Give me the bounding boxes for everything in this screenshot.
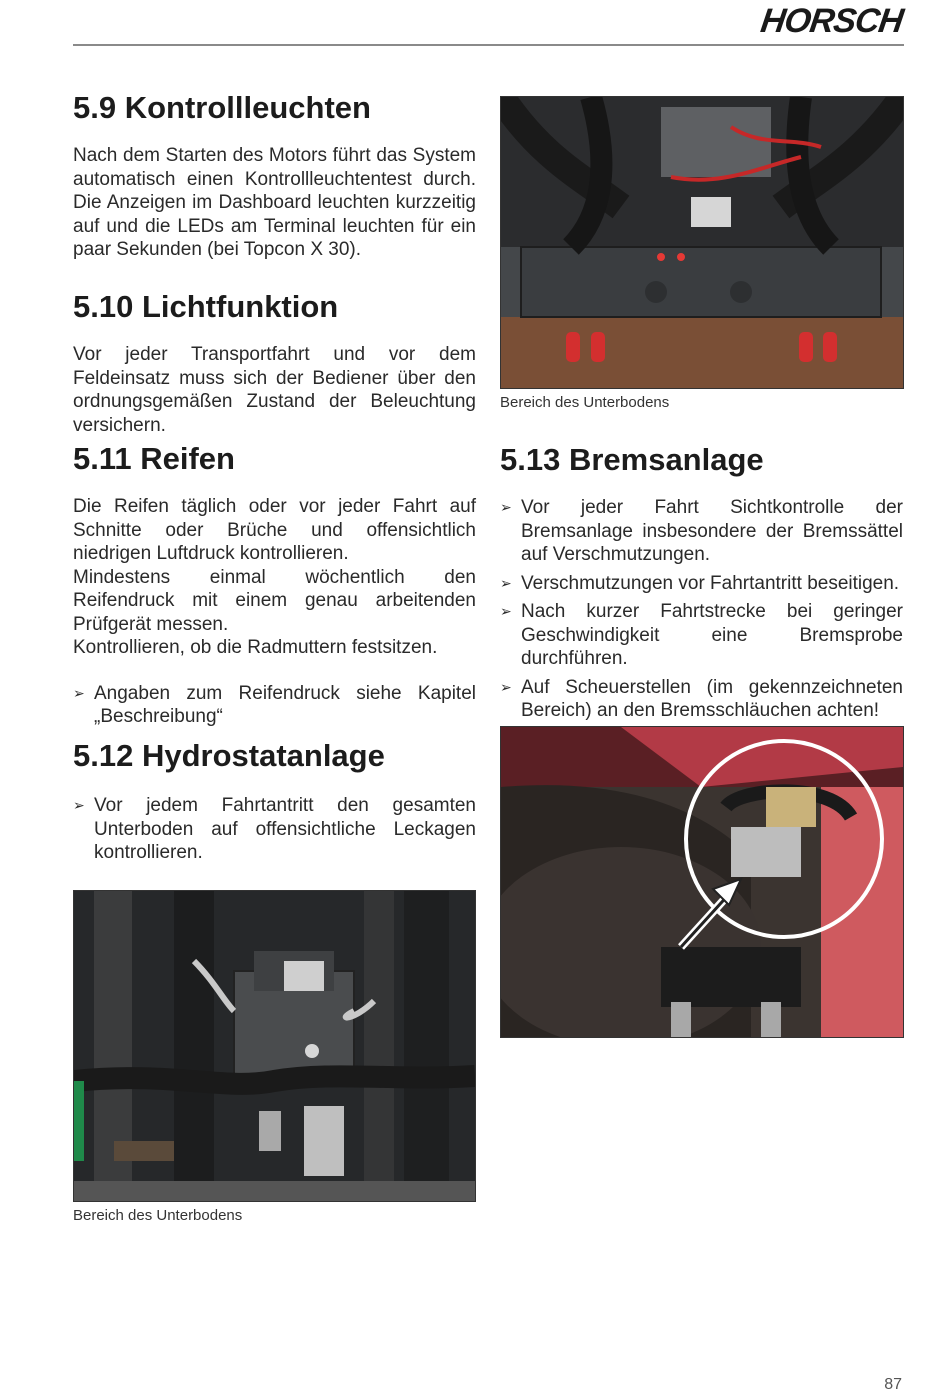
section-body: Die Reifen täglich oder vor jeder Fahrt auf Schnitte oder Brüche und offensichtlich niedrigen Luftdruck kontrollieren. xyxy=(73,496,476,564)
photo-caption: Bereich des Unterbodens xyxy=(500,394,670,411)
list-item: ➢ Auf Scheuerstellen (im gekennzeichneten Bereich) an den Bremsschläuchen achten! xyxy=(500,676,903,721)
underbody-image xyxy=(501,97,903,388)
section-title: 5.9 Kontrollleuchten xyxy=(73,90,371,125)
list-item: ➢ Nach kurzer Fahrtstrecke bei geringer Geschwindigkeit eine Bremsprobe durchführen. xyxy=(500,601,903,669)
underbody-photo xyxy=(500,96,904,389)
bullet-list xyxy=(73,682,476,729)
list-item: ➢ Angaben zum Reifendruck siehe Kapitel „Beschreibung“ xyxy=(73,682,476,727)
section-5-10 xyxy=(73,289,476,437)
list-item: ➢ Verschmutzungen vor Fahrtantritt beseitigen. xyxy=(500,572,900,594)
list-item: ➢ Vor jedem Fahrtantritt den gesamten Unterboden auf offensichtliche Leckagen kontrollieren. xyxy=(73,795,476,863)
section-body: Mindestens einmal wöchentlich den Reifendruck mit einem genau arbeitenden Prüfgerät messen. xyxy=(73,566,476,635)
header-rule xyxy=(73,44,904,46)
arrow-bullet-icon: ➢ xyxy=(73,684,85,701)
arrow-bullet-icon: ➢ xyxy=(500,603,512,619)
hydrostat-photo xyxy=(73,890,476,1202)
page-number: 87 xyxy=(884,1376,902,1393)
section-5-12 xyxy=(73,738,476,870)
brand-logo: HORSCH xyxy=(758,2,905,40)
section-title: 5.11 Reifen xyxy=(73,441,235,476)
bullet-list xyxy=(500,496,903,723)
brake-hoses-image xyxy=(501,727,903,1037)
brake-photo xyxy=(500,726,904,1038)
section-5-9 xyxy=(73,90,476,262)
section-body: Vor jeder Transportfahrt und vor dem Feldeinsatz muss sich der Bediener über den ordnungsgemäßen Zustand der Beleuchtung versichern. xyxy=(73,344,476,436)
arrow-bullet-icon: ➢ xyxy=(500,499,512,515)
section-body: Nach dem Starten des Motors führt das System automatisch einen Kontrollleuchtentest durch. Die Anzeigen im Dashboard leuchten kurzzeitig auf und die LEDs am Terminal leuchten für ein paar Sekunden (bei Topcon X 30). xyxy=(73,145,476,260)
arrow-bullet-icon: ➢ xyxy=(73,797,85,813)
section-5-11 xyxy=(73,441,476,734)
photo-caption: Bereich des Unterbodens xyxy=(73,1207,243,1224)
section-body: Kontrollieren, ob die Radmuttern festsitzen. xyxy=(73,637,438,658)
bullet-list xyxy=(73,794,476,865)
arrow-bullet-icon: ➢ xyxy=(500,574,512,591)
hydraulic-block-image xyxy=(74,891,475,1201)
section-title: 5.13 Bremsanlage xyxy=(500,442,764,477)
list-item: ➢ Vor jeder Fahrt Sichtkontrolle der Bremsanlage insbesondere der Bremssättel auf Verschmutzungen. xyxy=(500,497,903,565)
section-title: 5.10 Lichtfunktion xyxy=(73,289,339,324)
arrow-bullet-icon: ➢ xyxy=(500,678,512,695)
section-5-13 xyxy=(500,442,903,728)
section-title: 5.12 Hydrostatanlage xyxy=(73,738,385,773)
